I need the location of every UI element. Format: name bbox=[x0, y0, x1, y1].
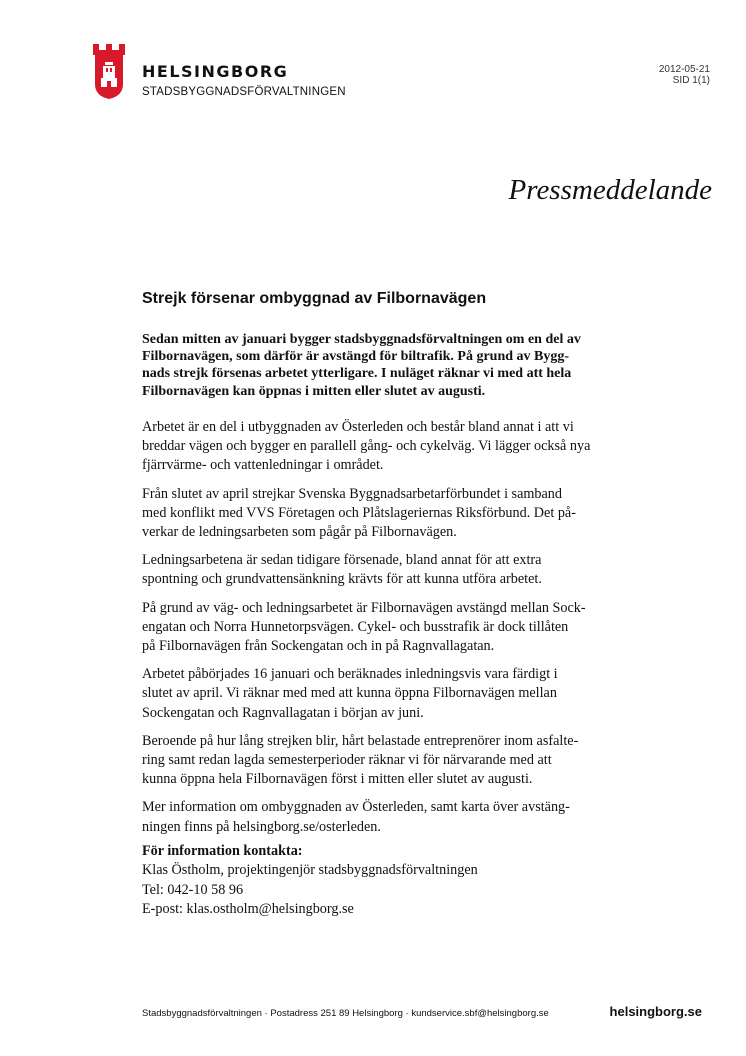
body-line: spontning och grundvattensänkning krävts för att kunna utföra arbetet. bbox=[142, 571, 542, 588]
lead-line: Filbornavägen, som därför är avstängd för biltrafik. På grund av Bygg- bbox=[142, 349, 570, 365]
lead-paragraph bbox=[142, 331, 612, 400]
contact-email: E-post: klas.ostholm@helsingborg.se bbox=[142, 900, 354, 917]
org-name: HELSINGBORG bbox=[142, 62, 289, 81]
document-meta bbox=[659, 64, 710, 86]
body-line: verkar de ledningsarbeten som pågår på Filbornavägen. bbox=[142, 524, 457, 541]
body-line: breddar vägen och bygger en parallell gång- och cykelväg. Vi lägger också nya bbox=[142, 438, 591, 455]
contact-heading: För information kontakta: bbox=[142, 843, 303, 859]
contact-block bbox=[142, 842, 612, 919]
page-number: SID 1(1) bbox=[672, 75, 710, 86]
body-line: Mer information om ombyggnaden av Österleden, samt karta över avstäng- bbox=[142, 799, 570, 816]
body-paragraph bbox=[142, 485, 612, 543]
body-line: Ledningsarbetena är sedan tidigare försenade, bland annat för att extra bbox=[142, 552, 542, 569]
org-department: STADSBYGGNADSFÖRVALTNINGEN bbox=[142, 86, 346, 98]
body-line: Beroende på hur lång strejken blir, hårt belastade entreprenörer inom asfalte- bbox=[142, 732, 579, 749]
body-line: kunna öppna hela Filbornavägen först i mitten eller slutet av augusti. bbox=[142, 771, 533, 788]
body-text bbox=[142, 418, 612, 846]
body-line: På grund av väg- och ledningsarbetet är Filbornavägen avstängd mellan Sock- bbox=[142, 599, 586, 616]
helsingborg-crest-icon bbox=[92, 44, 126, 100]
headline: Strejk försenar ombyggnad av Filbornavägen bbox=[142, 290, 487, 307]
body-line: slutet av april. Vi räknar med med att kunna öppna Filbornavägen mellan bbox=[142, 685, 557, 702]
document-date: 2012-05-21 bbox=[658, 64, 710, 75]
body-paragraph bbox=[142, 418, 612, 476]
body-line: Från slutet av april strejkar Svenska Byggnadsarbetarförbundet i samband bbox=[142, 485, 562, 502]
lead-line: nads strejk försenas arbetet ytterligare. I nuläget räknar vi med att hela bbox=[142, 366, 572, 382]
body-line: Arbetet är en del i utbyggnaden av Österleden och består bland annat i att vi bbox=[142, 419, 574, 435]
footer-address: Stadsbyggnadsförvaltningen · Postadress 251 89 Helsingborg · kundservice.sbf@helsingborg.se bbox=[142, 1008, 549, 1019]
body-paragraph bbox=[142, 551, 612, 589]
body-line: ningen finns på helsingborg.se/osterleden. bbox=[142, 818, 381, 835]
body-line: ring samt redan lagda semesterperioder räknar vi för närvarande med att bbox=[142, 752, 552, 769]
body-line: Arbetet påbörjades 16 januari och beräknades inledningsvis vara färdigt i bbox=[142, 666, 558, 683]
body-line: fjärrvärme- och vattenledningar i området. bbox=[142, 457, 384, 474]
contact-phone: Tel: 042-10 58 96 bbox=[142, 881, 244, 898]
footer-website-link[interactable]: helsingborg.se bbox=[609, 1004, 702, 1019]
body-line: Sockengatan och Ragnvallagatan i början av juni. bbox=[142, 704, 424, 721]
contact-name: Klas Östholm, projektingenjör stadsbyggnadsförvaltningen bbox=[142, 862, 478, 879]
body-line: på Filbornavägen från Sockengatan och in på Ragnvallagatan. bbox=[142, 638, 495, 655]
lead-line: Sedan mitten av januari bygger stadsbyggnadsförvaltningen om en del av bbox=[142, 332, 581, 347]
body-paragraph bbox=[142, 798, 612, 836]
lead-line: Filbornavägen kan öppnas i mitten eller slutet av augusti. bbox=[142, 383, 486, 399]
body-line: med konflikt med VVS Företagen och Plåtslageriernas Riksförbund. Det på- bbox=[142, 504, 576, 521]
document-type: Pressmeddelande bbox=[508, 174, 712, 206]
body-paragraph bbox=[142, 732, 612, 790]
body-paragraph bbox=[142, 665, 612, 723]
body-line: engatan och Norra Hunnetorpsvägen. Cykel- och busstrafik är dock tillåten bbox=[142, 618, 569, 635]
body-paragraph bbox=[142, 599, 612, 657]
